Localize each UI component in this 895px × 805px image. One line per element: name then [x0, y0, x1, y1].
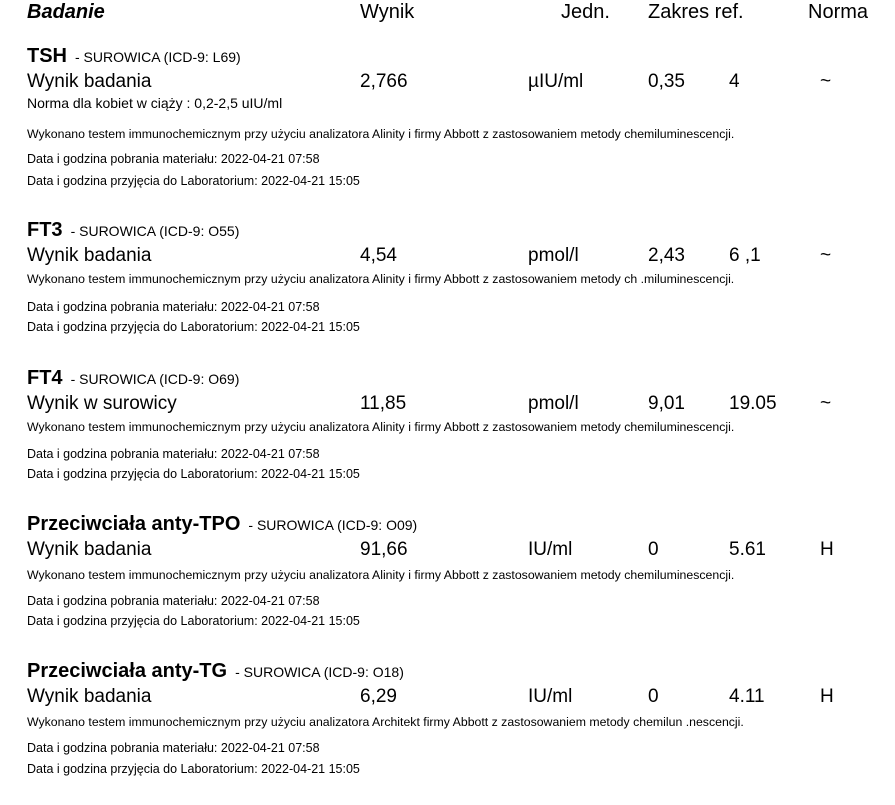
result-unit: µIU/ml [528, 71, 584, 92]
test-name: TSH [27, 45, 67, 67]
result-value: 2,766 [360, 71, 408, 92]
test-section-tsh [0, 45, 895, 195]
test-section-ft4 [0, 367, 895, 492]
test-material: - SUROWICA (ICD-9: O18) [235, 664, 404, 680]
collection-date: Data i godzina pobrania materiału: 2022-04-21 07:58 [27, 447, 320, 461]
received-date: Data i godzina przyjęcia do Laboratorium: 2022-04-21 15:05 [27, 320, 360, 334]
received-date: Data i godzina przyjęcia do Laboratorium: 2022-04-21 15:05 [27, 614, 360, 628]
received-date: Data i godzina przyjęcia do Laboratorium: 2022-04-21 15:05 [27, 762, 360, 776]
result-unit: IU/ml [528, 539, 573, 560]
result-value: 91,66 [360, 539, 408, 560]
norm-flag: H [820, 686, 834, 707]
test-title-row [27, 45, 241, 68]
test-material: - SUROWICA (ICD-9: L69) [75, 49, 241, 65]
method-note: Wykonano testem immunochemicznym przy użyciu analizatora Alinity i firmy Abbott z zastosowaniem metody chemiluminescencji. [27, 127, 735, 141]
result-label: Wynik badania [27, 71, 152, 92]
result-row [0, 245, 895, 269]
result-value: 6,29 [360, 686, 397, 707]
header-zakres-ref: Zakres ref. [648, 1, 744, 23]
collection-date: Data i godzina pobrania materiału: 2022-04-21 07:58 [27, 152, 320, 166]
norm-flag: ~ [820, 71, 832, 92]
result-unit: pmol/l [528, 245, 579, 266]
test-name: FT3 [27, 219, 63, 241]
header-jedn: Jedn. [561, 1, 610, 23]
test-name: FT4 [27, 367, 63, 389]
collection-date: Data i godzina pobrania materiału: 2022-04-21 07:58 [27, 594, 320, 608]
norm-flag: H [820, 539, 834, 560]
method-note: Wykonano testem immunochemicznym przy użyciu analizatora Alinity i firmy Abbott z zastosowaniem metody ch .miluminescencji. [27, 272, 735, 286]
method-note: Wykonano testem immunochemicznym przy użyciu analizatora Architekt firmy Abbott z zastosowaniem metody chemilun .nescencji. [27, 715, 744, 729]
result-row [0, 393, 895, 417]
test-material: - SUROWICA (ICD-9: O09) [248, 517, 418, 533]
header-badanie: Badanie [27, 1, 105, 23]
test-title-row [27, 660, 404, 683]
test-section-ft3 [0, 219, 895, 344]
ref-range-low: 0,35 [648, 71, 685, 92]
result-value: 11,85 [360, 393, 407, 414]
ref-range-low: 0 [648, 539, 659, 560]
test-section-anti-tpo [0, 513, 895, 638]
ref-range-high: 19.05 [729, 393, 777, 414]
test-name: Przeciwciała anty-TG [27, 660, 228, 682]
ref-range-high: 4.11 [729, 686, 765, 707]
ref-range-high: 6 ,1 [729, 245, 761, 266]
test-name: Przeciwciała anty-TPO [27, 513, 241, 535]
test-title-row [27, 219, 239, 242]
pregnancy-norm-note: Norma dla kobiet w ciąży : 0,2-2,5 uIU/ml [27, 95, 283, 111]
ref-range-low: 9,01 [648, 393, 685, 414]
test-material: - SUROWICA (ICD-9: O69) [70, 371, 240, 387]
ref-range-low: 0 [648, 686, 659, 707]
result-row [0, 71, 895, 95]
result-label: Wynik badania [27, 245, 152, 266]
ref-range-high: 5.61 [729, 539, 766, 560]
collection-date: Data i godzina pobrania materiału: 2022-04-21 07:58 [27, 741, 320, 755]
table-header [0, 1, 895, 27]
result-value: 4,54 [360, 245, 397, 266]
test-title-row [27, 513, 417, 536]
collection-date: Data i godzina pobrania materiału: 2022-04-21 07:58 [27, 300, 320, 314]
ref-range-high: 4 [729, 71, 740, 92]
result-row [0, 686, 895, 710]
test-material: - SUROWICA (ICD-9: O55) [70, 223, 240, 239]
result-label: Wynik badania [27, 539, 152, 560]
norm-flag: ~ [820, 393, 832, 414]
received-date: Data i godzina przyjęcia do Laboratorium: 2022-04-21 15:05 [27, 174, 360, 188]
header-wynik: Wynik [360, 1, 415, 23]
result-unit: IU/ml [528, 686, 573, 707]
ref-range-low: 2,43 [648, 245, 685, 266]
received-date: Data i godzina przyjęcia do Laboratorium: 2022-04-21 15:05 [27, 467, 360, 481]
header-norma: Norma [808, 1, 869, 23]
method-note: Wykonano testem immunochemicznym przy użyciu analizatora Alinity i firmy Abbott z zastosowaniem metody chemiluminescencji. [27, 568, 735, 582]
result-label: Wynik w surowicy [27, 393, 177, 414]
test-title-row [27, 367, 239, 390]
result-row [0, 539, 895, 563]
method-note: Wykonano testem immunochemicznym przy użyciu analizatora Alinity i firmy Abbott z zastosowaniem metody chemiluminescencji. [27, 420, 735, 434]
result-unit: pmol/l [528, 393, 579, 414]
test-section-anti-tg [0, 660, 895, 785]
result-label: Wynik badania [27, 686, 152, 707]
norm-flag: ~ [820, 245, 832, 266]
